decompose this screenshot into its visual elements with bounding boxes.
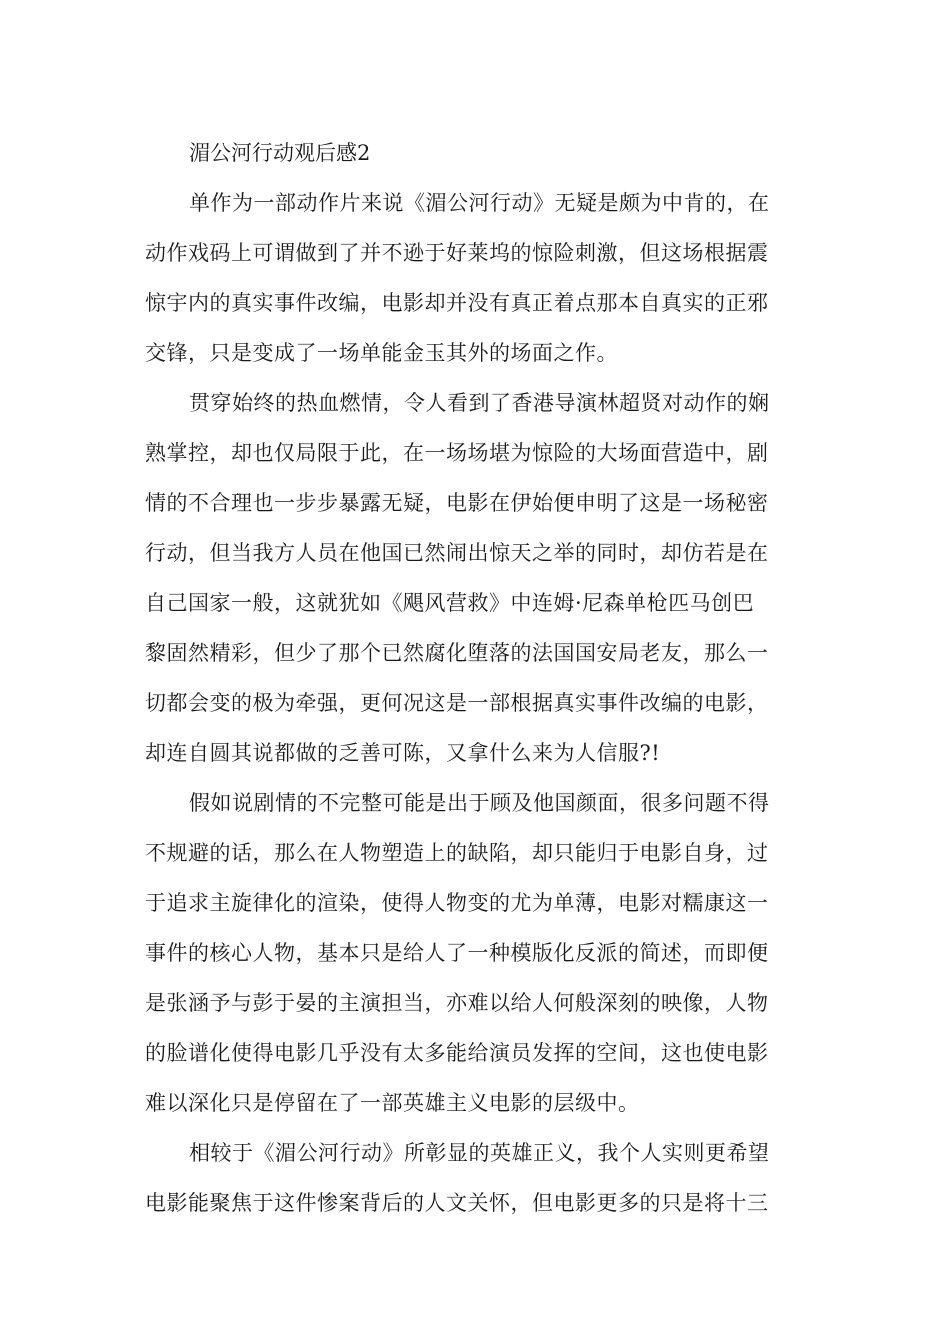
paragraph-line: 不规避的话，那么在人物塑造上的缺陷，却只能归于电影自身，过 bbox=[145, 841, 769, 865]
paragraph-line: 动作戏码上可谓做到了并不逊于好莱坞的惊险刺激，但这场根据震 bbox=[145, 241, 769, 265]
paragraph-3 bbox=[145, 778, 805, 1128]
paragraph-line: 贯穿始终的热血燃情，令人看到了香港导演林超贤对动作的娴 bbox=[189, 391, 770, 415]
paragraph-line: 切都会变的极为牵强，更何况这是一部根据真实事件改编的电影， bbox=[145, 691, 769, 715]
paragraph-line: 难以深化只是停留在了一部英雄主义电影的层级中。 bbox=[145, 1091, 640, 1115]
paragraph-1 bbox=[145, 178, 805, 378]
paragraph-2 bbox=[145, 378, 805, 778]
paragraph-line: 自己国家一般，这就犹如《飓风营救》中连姆·尼森单枪匹马创巴 bbox=[145, 591, 755, 615]
paragraph-line: 于追求主旋律化的渲染，使得人物变的尤为单薄，电影对糯康这一 bbox=[145, 891, 769, 915]
paragraph-line: 情的不合理也一步步暴露无疑，电影在伊始便申明了这是一场秘密 bbox=[145, 491, 769, 515]
paragraph-line: 事件的核心人物，基本只是给人了一种模版化反派的简述，而即便 bbox=[145, 941, 769, 965]
paragraph-line: 惊宇内的真实事件改编，电影却并没有真正着点那本自真实的正邪 bbox=[145, 291, 769, 315]
paragraph-line: 却连自圆其说都做的乏善可陈，又拿什么来为人信服?! bbox=[145, 741, 661, 765]
paragraph-line: 相较于《湄公河行动》所彰显的英雄正义，我个人实则更希望 bbox=[189, 1141, 770, 1165]
paragraph-line: 是张涵予与彭于晏的主演担当，亦难以给人何般深刻的映像，人物 bbox=[145, 991, 769, 1015]
paragraph-4 bbox=[145, 1128, 805, 1228]
paragraph-line: 的脸谱化使得电影几乎没有太多能给演员发挥的空间，这也使电影 bbox=[145, 1041, 769, 1065]
paragraph-line: 交锋，只是变成了一场单能金玉其外的场面之作。 bbox=[145, 341, 618, 365]
paragraph-line: 假如说剧情的不完整可能是出于顾及他国颜面，很多问题不得 bbox=[189, 791, 770, 815]
paragraph-line: 电影能聚焦于这件惨案背后的人文关怀，但电影更多的只是将十三 bbox=[145, 1191, 769, 1215]
paragraph-line: 行动，但当我方人员在他国已然闹出惊天之举的同时，却仿若是在 bbox=[145, 541, 769, 565]
paragraph-line: 熟掌控，却也仅局限于此，在一场场堪为惊险的大场面营造中，剧 bbox=[145, 441, 769, 465]
paragraph-line: 单作为一部动作片来说《湄公河行动》无疑是颇为中肯的，在 bbox=[189, 191, 770, 215]
document-body bbox=[145, 128, 805, 1228]
document-title: 湄公河行动观后感2 bbox=[189, 141, 371, 165]
paragraph-line: 黎固然精彩，但少了那个已然腐化堕落的法国国安局老友，那么一 bbox=[145, 641, 769, 665]
